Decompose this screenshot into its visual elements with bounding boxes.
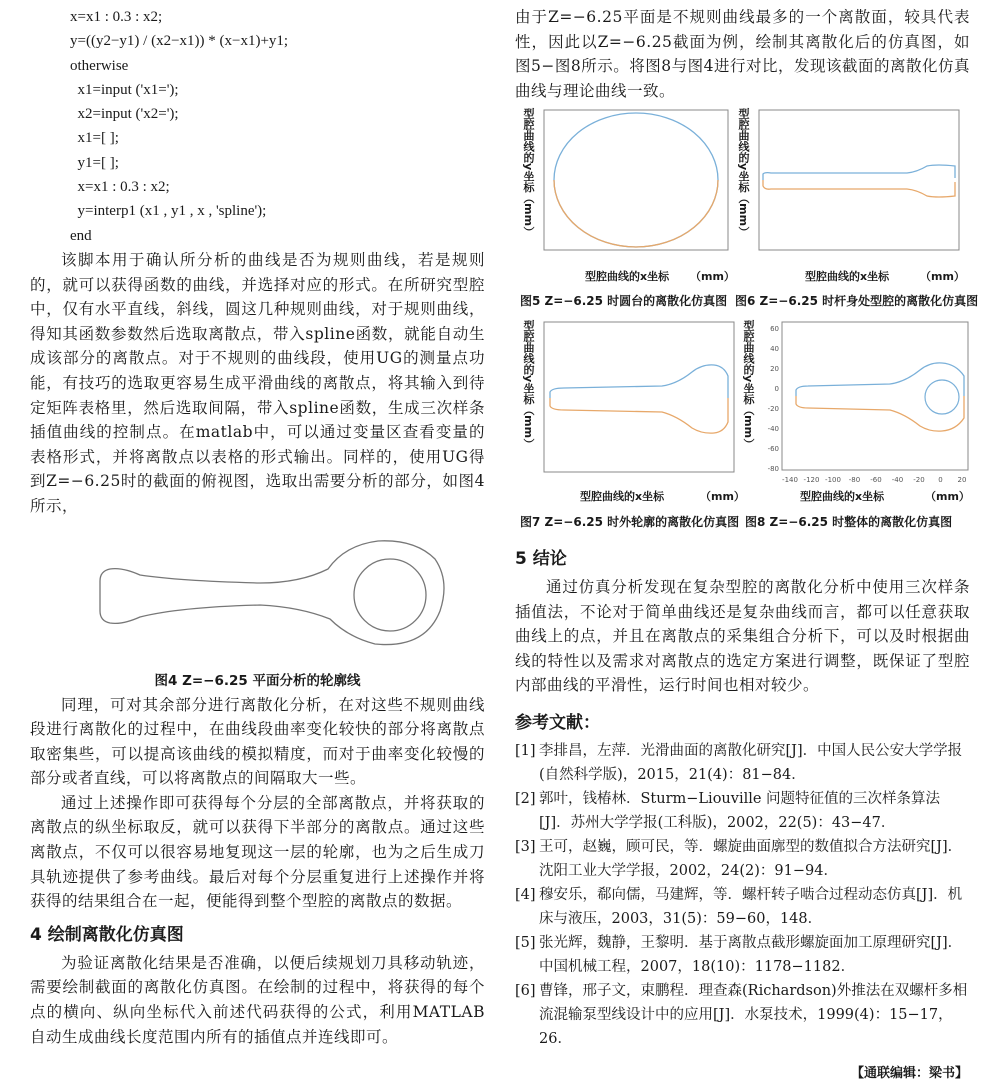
left-column <box>30 0 485 1049</box>
figure-6 <box>735 108 965 288</box>
reference-item: [5] 张光辉，魏静，王黎明．基于离散点截形螺旋面加工原理研究[J]．中国机械工程，2007，18(10)：1178−1182． <box>515 934 963 975</box>
paragraph: 该脚本用于确认所分析的曲线是否为规则曲线，若是规则的，就可以获得函数的曲线，并选择对应的形式。在所研究型腔中，仅有水平直线，斜线，圆这几种规则曲线，对于规则曲线，得知其函数参数然后选取离散点，带入spline函数，就能自动生成该部分的离散点。对于不规则的曲线段，使用UG的测量点功能，有技巧的选取更容易生成平滑曲线的离散点，将其输入到待定矩阵表格里，然后选取间隔，带入spline函数，生成三次样条插值曲线的控制点。在matlab中，可以通过变量区查看变量的表格形式，并将离散点以表格的形式输出。同样的，使用UG得到Z=−6.25时的截面的俯视图，选取出需要分析的部分，如图4所示， <box>30 250 485 515</box>
paragraph: 通过仿真分析发现在复杂型腔的离散化分析中使用三次样条插值法，不论对于简单曲线还是复杂曲线而言，都可以任意获取曲线上的点，并且在离散点的采集组合分析下，可以及时根据曲线的特性以及需求对离散点的选定方案进行调整，既保证了型腔内部曲线的平滑性，运行时间也相对较少。 <box>515 578 970 695</box>
y-tick-label: 0 <box>774 385 779 393</box>
x-axis-label: 型腔曲线的x坐标 <box>585 270 670 283</box>
references-heading: 参考文献： <box>515 712 600 733</box>
x-axis-unit: （mm） <box>690 270 735 283</box>
plot-area <box>542 108 732 273</box>
y-tick-label: 40 <box>770 345 779 353</box>
x-tick-label: -120 <box>803 476 820 484</box>
code-line: otherwise <box>70 57 129 74</box>
right-column <box>515 0 970 103</box>
connecting-rod-contour <box>30 519 485 669</box>
figure-5 <box>520 108 735 288</box>
reference-item: [1] 李排昌，左萍．光滑曲面的离散化研究[J]．中国人民公安大学学报(自然科学版)，2015，21(4)：81−84． <box>515 742 963 783</box>
figure-8 <box>740 320 970 505</box>
code-block <box>30 5 485 248</box>
right-column-lower <box>515 538 970 1051</box>
figure-7 <box>520 320 745 505</box>
x-axis-unit: （mm） <box>925 490 970 503</box>
x-tick-label: -20 <box>913 476 925 484</box>
x-axis-label: 型腔曲线的x坐标 <box>580 490 665 503</box>
code-line: y=((y2−y1) / (x2−x1)) * (x−x1)+y1; <box>70 33 289 50</box>
y-tick-label: -20 <box>767 405 779 413</box>
reference-item: [4] 穆安乐，郗向儒，马建辉，等．螺杆转子啮合过程动态仿真[J]．机床与液压，2003，31(5)：59−60，148． <box>515 886 963 927</box>
code-line: x=x1 : 0.3 : x2; <box>70 179 170 196</box>
x-axis-unit: （mm） <box>700 490 745 503</box>
x-tick-label: 20 <box>957 476 967 484</box>
figure-7-caption: 图7 Z=−6.25 时外轮廓的离散化仿真图 <box>520 515 740 529</box>
code-line: x=x1 : 0.3 : x2; <box>70 9 163 25</box>
x-tick-label: -60 <box>870 476 882 484</box>
code-line: y=interp1 (x1 , y1 , x , 'spline'); <box>70 203 267 220</box>
figure-5-caption: 图5 Z=−6.25 时圆台的离散化仿真图 <box>520 294 728 308</box>
reference-item: [2] 郭叶，钱椿林．Sturm−Liouville 问题特征值的三次样条算法[J]．苏州大学学报(工科版)，2002，22(5)：43−47． <box>515 790 941 831</box>
x-tick-label: -140 <box>782 476 798 484</box>
x-tick-label: 0 <box>938 476 943 484</box>
y-axis-label: 型腔曲线的y坐标（mm） <box>737 108 750 238</box>
y-axis-label: 型腔曲线的y坐标（mm） <box>522 320 535 450</box>
figure-4 <box>30 519 485 669</box>
x-axis-unit: （mm） <box>920 270 965 283</box>
code-line: x1=[ ]; <box>70 130 119 147</box>
paragraph: 同理，可对其余部分进行离散化分析，在对这些不规则曲线段进行离散化的过程中，在曲线段曲率变化较快的部分将离散点取密集些，可以提高该曲线的模拟精度，而对于曲率变化较慢的部分或者直线，可以将离散点的间隔取大一些。 <box>30 695 485 788</box>
section-5-heading: 5 结论 <box>515 549 567 569</box>
y-tick-label: -80 <box>767 465 779 473</box>
y-tick-label: -60 <box>767 445 779 453</box>
figure-4-caption: 图4 Z=−6.25 平面分析的轮廓线 <box>154 672 361 689</box>
plot-area <box>757 108 962 273</box>
x-axis-label: 型腔曲线的x坐标 <box>805 270 890 283</box>
code-line: y1=[ ]; <box>70 154 119 171</box>
x-tick-label: -80 <box>848 476 861 484</box>
reference-list <box>515 739 970 1051</box>
reference-item: [6] 曹锋，邢子文，束鹏程．理查森(Richardson)外推法在双螺杆多相流混输泵型线设计中的应用[J]．水泵技术，1999(4)：15−17，26． <box>515 982 968 1047</box>
x-tick-label: -40 <box>891 476 904 484</box>
x-tick-label: -100 <box>825 476 841 484</box>
plot-area <box>760 320 970 488</box>
figure-6-caption: 图6 Z=−6.25 时杆身处型腔的离散化仿真图 <box>735 294 979 308</box>
plot-area <box>542 320 737 488</box>
x-axis-label: 型腔曲线的x坐标 <box>800 490 885 503</box>
code-line: end <box>70 227 92 244</box>
y-tick-label: 60 <box>770 325 779 333</box>
section-4-heading: 4 绘制离散化仿真图 <box>30 924 184 945</box>
paragraph: 通过上述操作即可获得每个分层的全部离散点，并将获取的离散点的纵坐标取反，就可以获得下半部分的离散点。通过这些离散点，不仅可以很容易地复现这一层的轮廓，也为之后生成刀具轨迹提供了参考曲线。最后对每个分层重复进行上述操作并将获得的结果组合在一起，便能得到整个型腔的离散点的数据。 <box>30 793 485 911</box>
y-tick-label: 20 <box>770 365 779 373</box>
reference-item: [3] 王可，赵巍，顾可民，等．螺旋曲面廓型的数值拟合方法研究[J]．沈阳工业大学学报，2002，24(2)：91−94． <box>515 838 963 879</box>
paragraph: 为验证离散化结果是否准确，以便后续规划刀具移动轨迹，需要绘制截面的离散化仿真图。在绘制的过程中，将获得的每个点的横向、纵向坐标代入前述代码获得的公式，利用MATLAB自动生成曲线长度范围内所有的插值点并连线即可。 <box>30 953 485 1046</box>
code-line: x2=input ('x2='); <box>70 106 179 123</box>
y-tick-label: -40 <box>767 425 779 433</box>
y-axis-label: 型腔曲线的y坐标（mm） <box>522 108 535 238</box>
editor-note: 【通联编辑：梁书】 <box>850 1066 968 1081</box>
code-line: x1=input ('x1='); <box>70 81 179 98</box>
y-axis-label: 型腔曲线的y坐标（mm） <box>742 320 755 450</box>
figure-8-caption: 图8 Z=−6.25 时整体的离散化仿真图 <box>745 515 953 529</box>
paragraph: 由于Z=−6.25平面是不规则曲线最多的一个离散面，较具代表性，因此以Z=−6.25截面为例，绘制其离散化后的仿真图，如图5−图8所示。将图8与图4进行对比，发现该截面的离散化仿真曲线与理论曲线一致。 <box>515 8 970 100</box>
